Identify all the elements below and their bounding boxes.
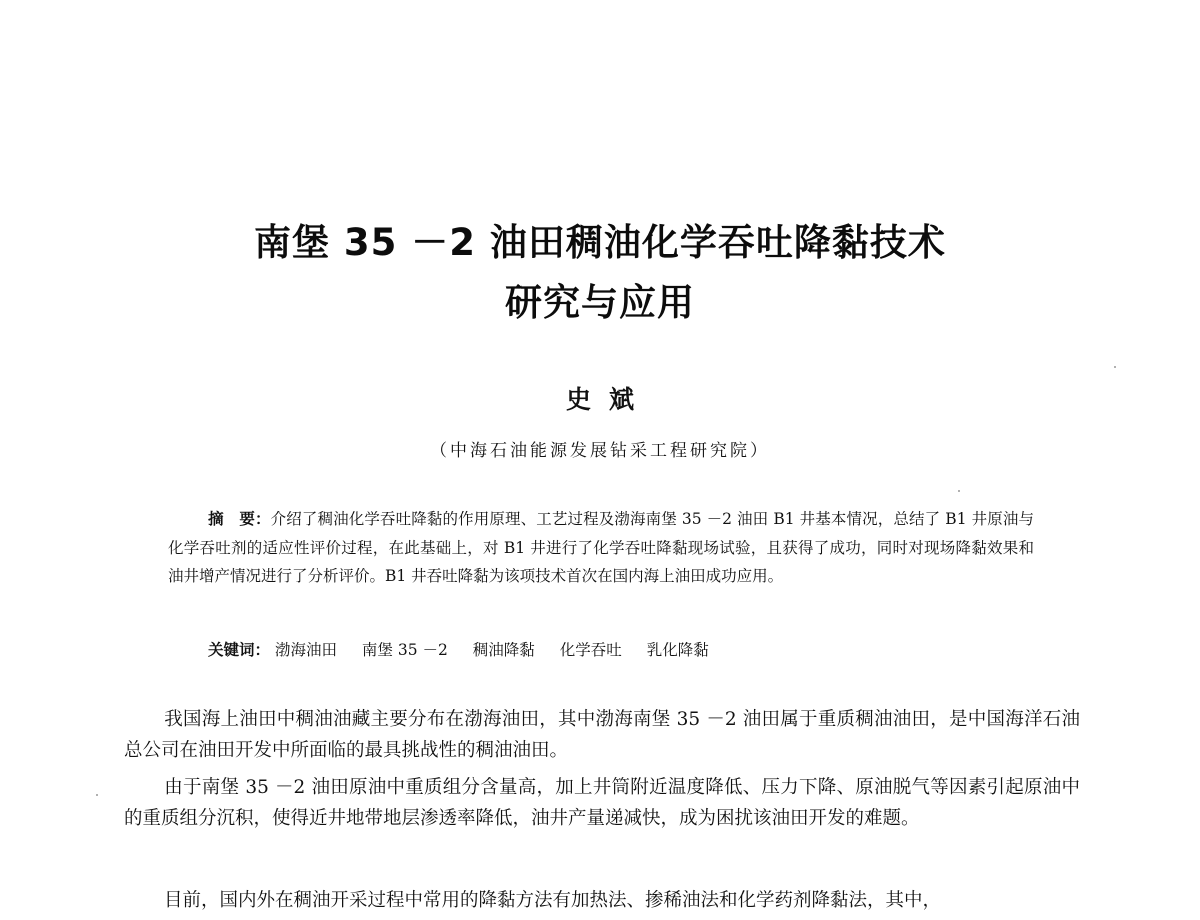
body-paragraph-text: 由于南堡 35 －2 油田原油中重质组分含量高，加上井筒附近温度降低、压力下降、原油脱气等因素引起原油中的重质组分沉积，使得近井地带地层渗透率降低，油井产量递减快，成为困扰该油田开发的难题。 [124, 777, 1080, 829]
scan-speck [958, 490, 960, 492]
body-paragraph [124, 885, 1080, 916]
body-paragraph [124, 772, 1080, 834]
keyword-item: 化学吞吐 [559, 641, 622, 659]
keyword-item: 乳化降黏 [646, 641, 709, 659]
scan-speck [1114, 366, 1116, 368]
keyword-item: 南堡 35 －2 [361, 641, 448, 659]
paper-title-line-2: 研究与应用 [505, 281, 695, 324]
author-affiliation: （中海石油能源发展钻采工程研究院） [430, 441, 770, 461]
keyword-item: 稠油降黏 [472, 641, 535, 659]
paper-title-line-1: 南堡 35 －2 油田稠油化学吞吐降黏技术 [254, 221, 946, 264]
keyword-item: 渤海油田 [274, 641, 337, 659]
scan-speck [96, 794, 98, 796]
abstract-label: 摘 要： [208, 510, 271, 528]
body-paragraph [124, 704, 1080, 766]
keywords-block [208, 636, 729, 664]
abstract-block [168, 505, 1034, 591]
author-name: 史斌 [565, 385, 652, 414]
keywords-label: 关键词： [208, 641, 271, 659]
abstract-text: 介绍了稠油化学吞吐降黏的作用原理、工艺过程及渤海南堡 35 －2 油田 B1 井基本情况，总结了 B1 井原油与化学吞吐剂的适应性评价过程，在此基础上，对 B1 井进行了化学吞吐降黏现场试验，且获得了成功，同时对现场降黏效果和油井增产情况进行了分析评价。B1 井吞吐降黏为该项技术首次在国内海上油田成功应用。 [168, 510, 1034, 585]
body-paragraph-text: 目前，国内外在稠油开采过程中常用的降黏方法有加热法、掺稀油法和化学药剂降黏法，其中， [164, 890, 942, 911]
body-paragraph-text: 我国海上油田中稠油油藏主要分布在渤海油田，其中渤海南堡 35 －2 油田属于重质稠油油田，是中国海洋石油总公司在油田开发中所面临的最具挑战性的稠油油田。 [124, 709, 1080, 761]
